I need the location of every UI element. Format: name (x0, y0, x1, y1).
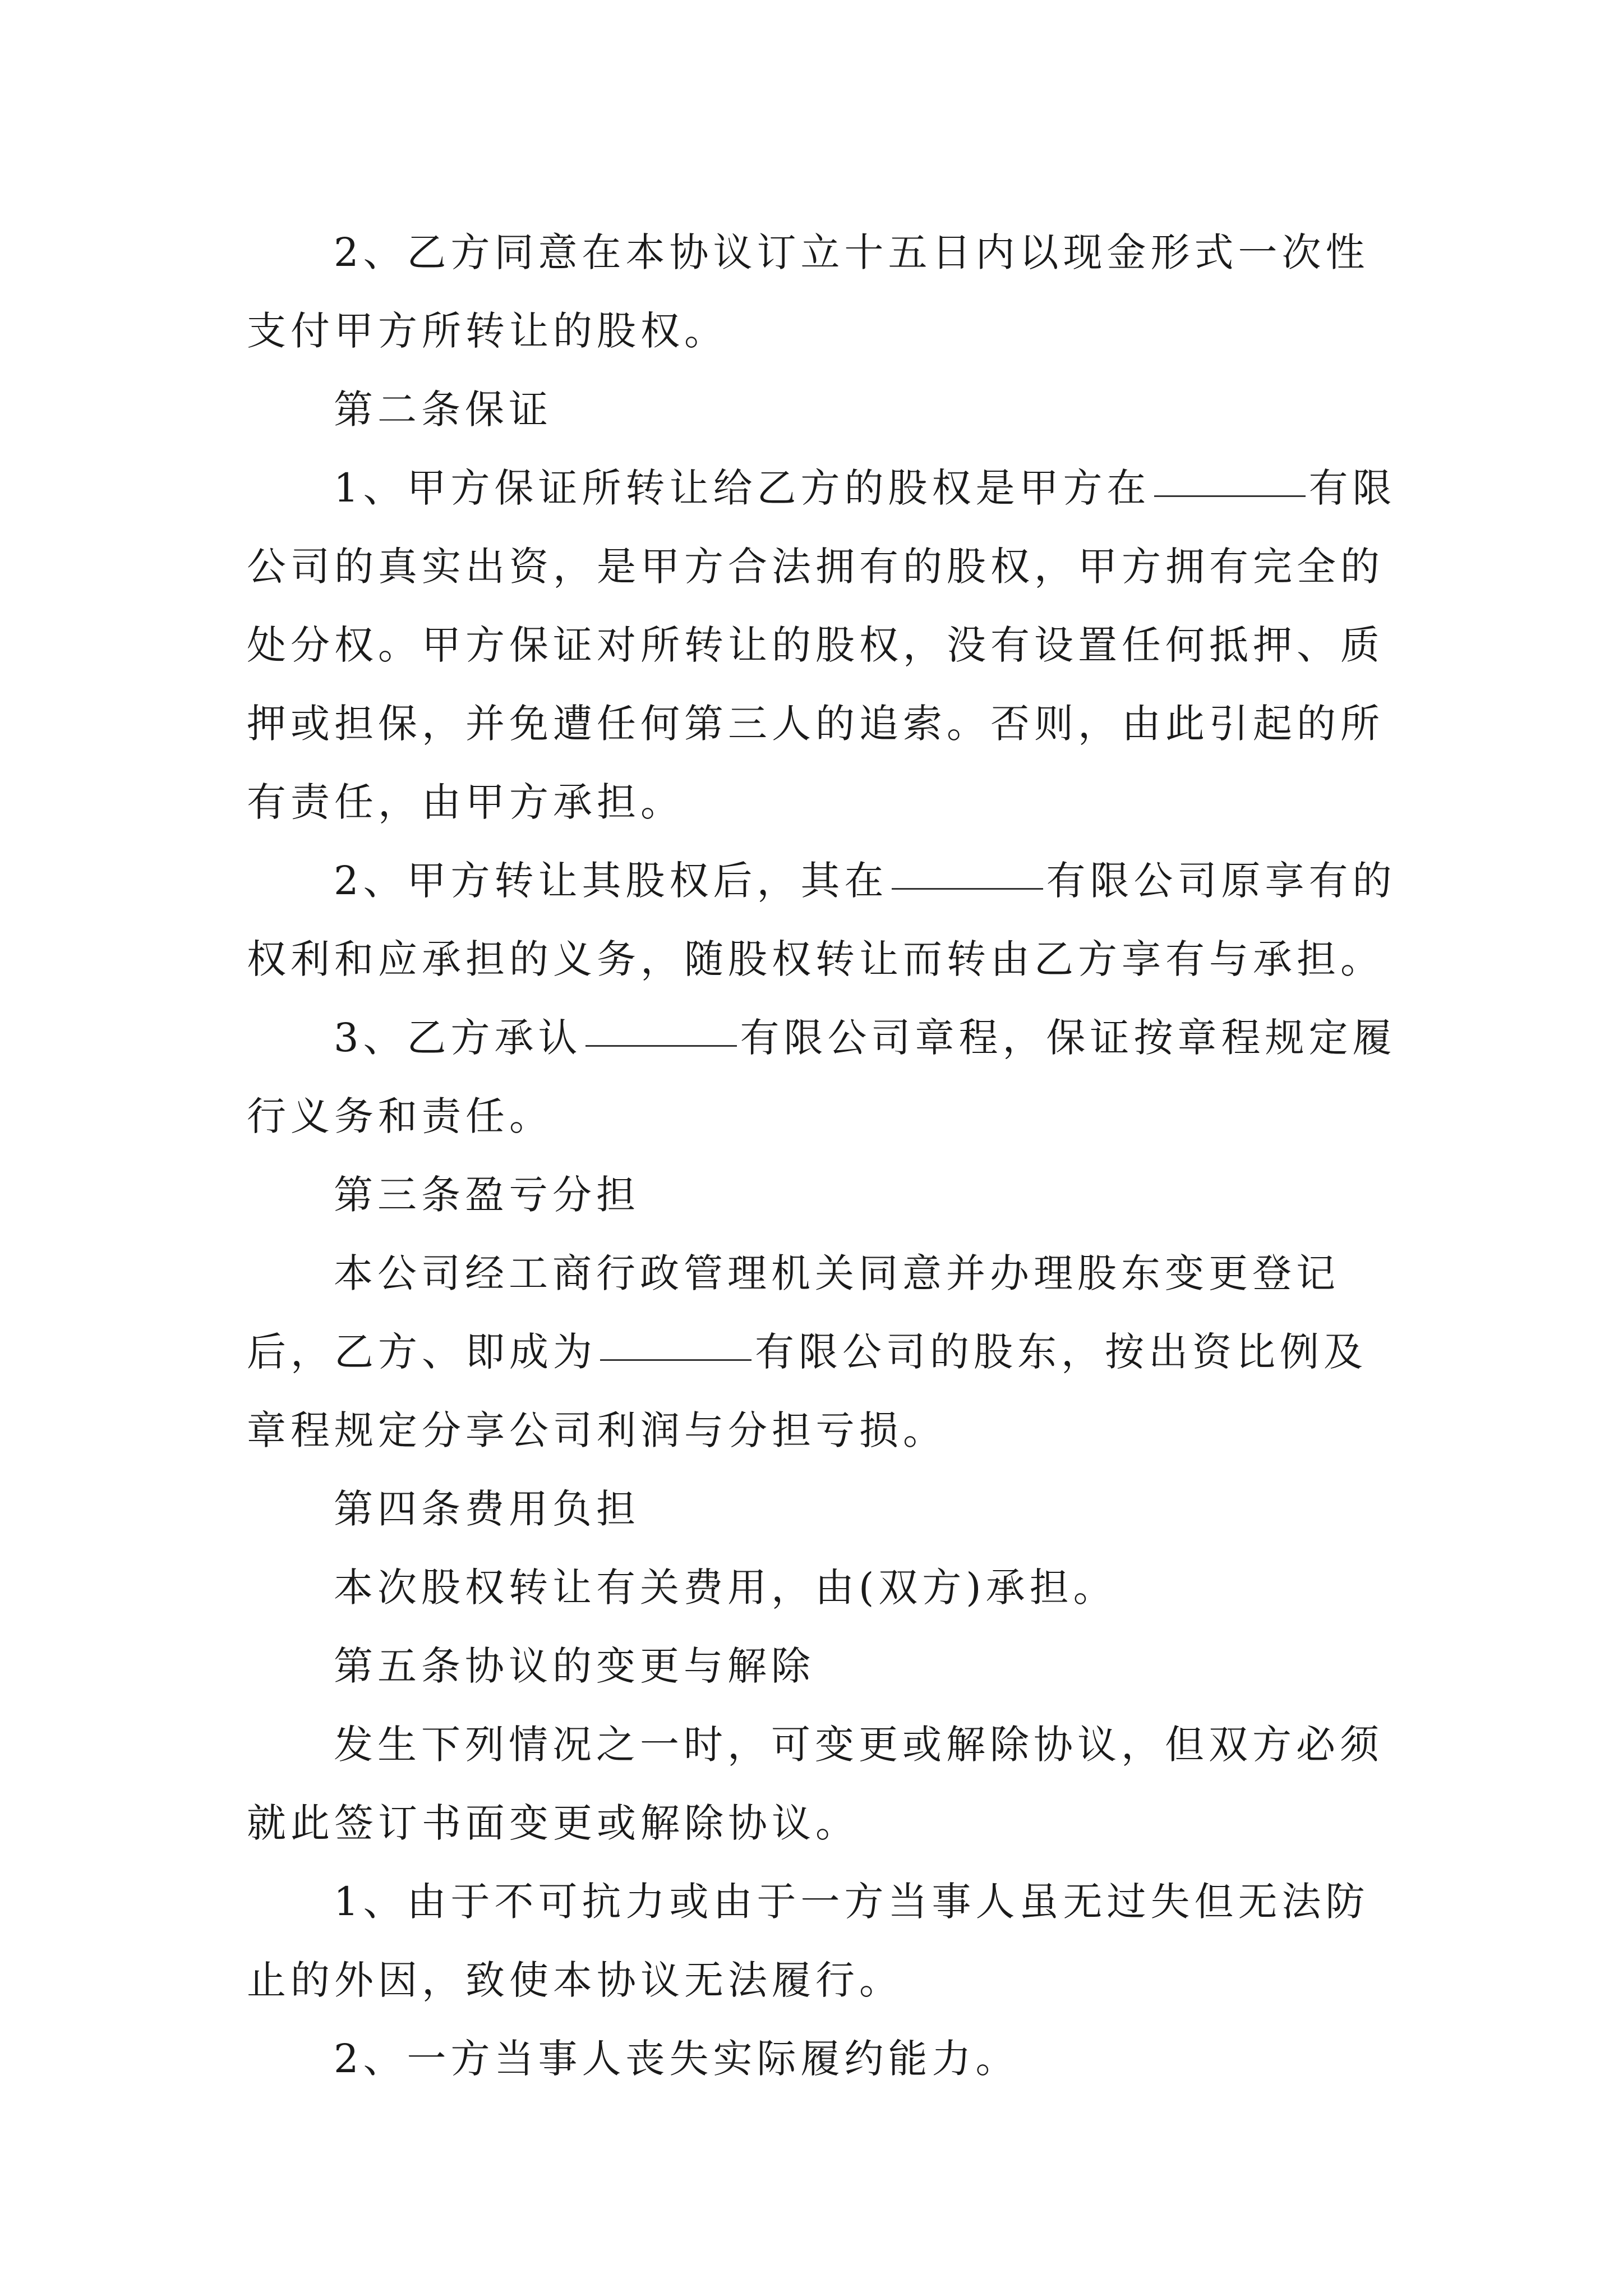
text-segment: 有限公司的股东，按出资比例及 (755, 1329, 1367, 1375)
text-line (247, 2019, 1385, 2098)
text-line (247, 1313, 1385, 1391)
text-line (247, 370, 1385, 449)
text-segment: 第四条费用负担 (334, 1486, 640, 1532)
text-line (247, 920, 1385, 999)
text-segment: 2、甲方转让其股权后，其在 (334, 858, 888, 904)
text-segment: 第二条保证 (334, 386, 552, 432)
document-body (247, 213, 1396, 2098)
text-segment: 后，乙方、即成为 (247, 1329, 597, 1375)
text-line (247, 1627, 1385, 1705)
text-line (247, 1941, 1385, 2019)
text-line (247, 763, 1385, 841)
text-line (247, 1705, 1385, 1784)
text-segment: 公司的真实出资，是甲方合法拥有的股权，甲方拥有完全的 (247, 544, 1384, 590)
text-line (247, 1862, 1385, 1941)
text-segment: 1、甲方保证所转让给乙方的股权是甲方在 (334, 465, 1151, 511)
fill-in-blank (600, 1326, 751, 1361)
text-segment: 第三条盈亏分担 (334, 1172, 640, 1218)
text-line (247, 527, 1385, 606)
fill-in-blank (585, 1011, 737, 1047)
text-line (247, 1077, 1385, 1156)
text-segment: 就此签订书面变更或解除协议。 (247, 1800, 859, 1846)
text-line (247, 1784, 1385, 1862)
text-segment: 1、由于不可抗力或由于一方当事人虽无过失但无法防 (334, 1879, 1370, 1925)
text-line (247, 1156, 1385, 1234)
text-segment: 支付甲方所转让的股权。 (247, 308, 728, 354)
text-segment: 止的外因，致使本协议无法履行。 (247, 1957, 903, 2003)
text-line (247, 606, 1385, 684)
text-line (247, 1391, 1385, 1470)
text-segment: 本公司经工商行政管理机关同意并办理股东变更登记 (334, 1250, 1340, 1296)
text-segment: 处分权。甲方保证对所转让的股权，没有设置任何抵押、质 (247, 622, 1384, 668)
text-segment: 第五条协议的变更与解除 (334, 1643, 815, 1689)
text-segment: 有责任，由甲方承担。 (247, 779, 684, 825)
text-line (247, 1234, 1385, 1313)
text-segment: 有限公司原享有的 (1046, 858, 1396, 904)
text-segment: 有限公司章程，保证按章程规定履 (740, 1015, 1396, 1061)
text-line (247, 841, 1396, 920)
text-segment: 发生下列情况之一时，可变更或解除协议，但双方必须 (334, 1722, 1384, 1768)
fill-in-blank (892, 854, 1043, 890)
text-segment: 行义务和责任。 (247, 1093, 553, 1139)
text-line (247, 213, 1385, 292)
text-segment: 本次股权转让有关费用，由(双方)承担。 (334, 1565, 1117, 1611)
text-segment: 2、一方当事人丧失实际履约能力。 (334, 2036, 1020, 2082)
fill-in-blank (1154, 462, 1306, 497)
text-segment: 章程规定分享公司利润与分担亏损。 (247, 1407, 947, 1453)
text-line (247, 999, 1396, 1077)
text-line (247, 449, 1396, 527)
text-segment: 有限 (1308, 465, 1396, 511)
text-segment: 2、乙方同意在本协议订立十五日内以现金形式一次性 (334, 229, 1370, 275)
text-segment: 3、乙方承认 (334, 1015, 582, 1061)
text-segment: 押或担保，并免遭任何第三人的追索。否则，由此引起的所 (247, 701, 1384, 747)
text-line (247, 292, 1385, 370)
text-line (247, 684, 1385, 763)
text-segment: 权利和应承担的义务，随股权转让而转由乙方享有与承担。 (247, 936, 1384, 982)
text-line (247, 1548, 1385, 1627)
text-line (247, 1470, 1385, 1548)
